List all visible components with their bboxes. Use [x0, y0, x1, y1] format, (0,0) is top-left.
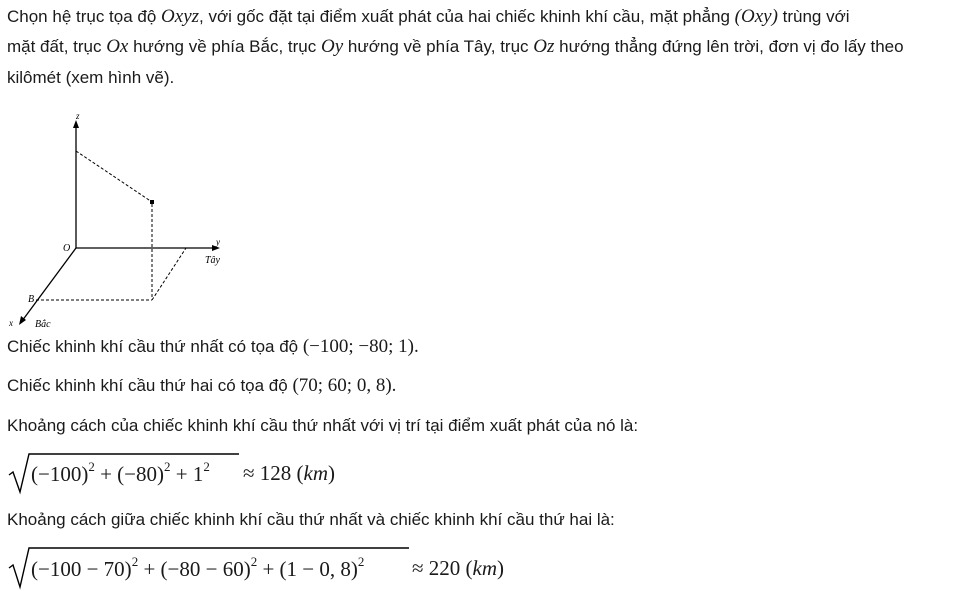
- dashed-projection-to-y: [152, 248, 186, 300]
- intro-text: kilômét (xem hình vẽ).: [7, 68, 175, 87]
- balloon1-line: [7, 333, 419, 361]
- math-ox: Ox: [106, 36, 129, 57]
- dist1-formula: [7, 451, 367, 495]
- math-oz: Oz: [533, 36, 555, 57]
- dist1-result: ≈ 128 (km): [243, 461, 336, 485]
- dashed-z-to-point: [76, 151, 152, 202]
- intro-text: mặt đất, trục: [7, 37, 107, 56]
- intro-text: trùng với: [777, 7, 850, 26]
- intro-line-2: [7, 33, 904, 61]
- origin-label: O: [63, 243, 71, 254]
- y-label: y: [216, 237, 220, 247]
- north-label: Bắc: [35, 319, 51, 330]
- dist1-text: Khoảng cách của chiếc khinh khí cầu thứ nhất với vị trí tại điểm xuất phát của nó là:: [7, 416, 639, 435]
- math-oxyz: Oxyz: [161, 6, 200, 27]
- dist1-text-line: [7, 412, 638, 440]
- dist1-radicand: $(-100)^2 + (-80)^2 + 1^2$: [31, 459, 210, 486]
- math-oxy-plane: (Oxy): [734, 6, 778, 27]
- balloon1-coord: (−100; −80; 1).: [302, 336, 419, 357]
- intro-line-3: [7, 64, 174, 92]
- dist2-formula: [7, 544, 547, 590]
- b-label: B: [28, 294, 35, 305]
- intro-text: hướng về phía Bắc, trục: [128, 37, 321, 56]
- x-label: x: [9, 318, 13, 328]
- intro-text: hướng về phía Tây, trục: [343, 37, 534, 56]
- intro-text: hướng thẳng đứng lên trời, đơn vị đo lấy theo: [554, 37, 904, 56]
- dist2-text-line: [7, 506, 615, 534]
- balloon1-text: Chiếc khinh khí cầu thứ nhất có tọa độ: [7, 337, 303, 356]
- coordinate-figure: [0, 106, 260, 336]
- balloon-point: [150, 200, 154, 204]
- dist2-radicand: $(-100 - 70)^2 + (-80 - 60)^2 + (1 - 0$, 8)$^2$: [31, 554, 365, 581]
- z-label: z: [76, 111, 80, 121]
- intro-text: , với gốc đặt tại điểm xuất phát của hai chiếc khinh khí cầu, mặt phẳng: [199, 7, 735, 26]
- balloon2-line: [7, 372, 396, 400]
- west-label: Tây: [205, 255, 220, 266]
- intro-text: Chọn hệ trục tọa độ: [7, 7, 162, 26]
- z-arrow-icon: [73, 120, 79, 128]
- intro-line-1: [7, 3, 850, 31]
- x-axis: [22, 248, 76, 321]
- dist2-result: ≈ 220 (km): [412, 556, 505, 580]
- balloon2-coord: (70; 60; 0, 8).: [292, 375, 397, 396]
- math-oy: Oy: [321, 36, 344, 57]
- balloon2-text: Chiếc khinh khí cầu thứ hai có tọa độ: [7, 376, 293, 395]
- dist2-text: Khoảng cách giữa chiếc khinh khí cầu thứ nhất và chiếc khinh khí cầu thứ hai là:: [7, 510, 615, 529]
